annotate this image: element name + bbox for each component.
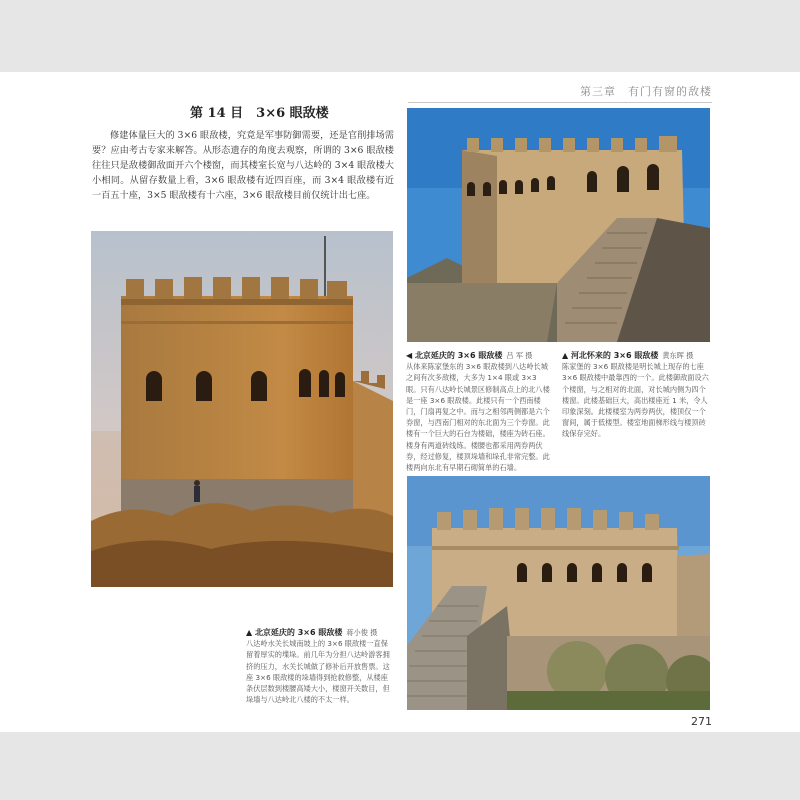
caption-middle: [406, 350, 552, 473]
caption-left-title: ▲ 北京延庆的 3×6 眼敌楼 蒋小俊 摄: [246, 628, 378, 637]
book-page: [0, 72, 800, 732]
section-title: 第 14 目 3×6 眼敌楼: [190, 106, 329, 121]
page-number: 271: [691, 715, 712, 728]
running-header: 第三章 有门有窗的敌楼: [580, 85, 712, 98]
caption-left: [246, 627, 394, 705]
caption-right: [562, 350, 710, 440]
photo-right-bottom-watchtower: [407, 476, 710, 710]
caption-middle-title: ◀ 北京延庆的 3×6 眼敌楼 吕 军 摄: [406, 351, 533, 360]
caption-right-author: 黄东晖 摄: [662, 351, 694, 360]
photo-right-top-watchtower: [407, 108, 710, 342]
caption-middle-text: 从体来陈家堡东的 3×6 眼敌楼到八达岭长城之间有次多敌楼，大多为 1×4 眼或 3×3 眼。只有八达岭长城景区修制高点上的北八楼是一座 3×6 眼敌楼。此楼只有一个西南楼门，门扇再复之中。而与之相邻两侧都是六个券窗，与西南门相对的东北面为三个券窗。此楼有一个巨大的石台为楼础，楼座为砖石座。楼身有两道砖线练。楼腰也都采用两券两伏券，经过修复，楼顶垛墙和垛孔非常完整。此楼两向东北有早期石砌简单的石墙。: [406, 362, 550, 473]
header-rule: [408, 102, 712, 103]
caption-left-text: 八达岭水关长城南坡上的 3×6 眼敌楼一直保留着厚实的堞垛。前几年为分担八达岭游客拥挤的压力，水关长城做了修补后开放售票。这座 3×6 眼敌楼的垛墙得到抢救修整，从楼座条伏层数到楼腰高矮大小，楼窗开关数目，但垛墙与八达岭北八楼的不太一样。: [246, 639, 390, 705]
caption-middle-author: 吕 军 摄: [506, 351, 533, 360]
caption-right-text: 陈家堡的 3×6 眼敌楼是明长城上现存的七座 3×6 眼敌楼中最靠西的一个。此楼御敌面设六个楼窗，与之相对的北面，对长城内侧为四个楼窗。此楼基础巨大，高出楼座近 1 米，令人印象深刻。此楼楼室为两券两伏，楼顶仅一个窗间，属于低楼型。楼室地面梯形线与楼顶砖线保存完好。: [562, 362, 709, 439]
photo-left-watchtower: [91, 231, 393, 587]
caption-left-author: 蒋小俊 摄: [346, 628, 378, 637]
caption-right-title: ▲ 河北怀来的 3×6 眼敌楼 黄东晖 摄: [562, 351, 694, 360]
body-paragraph: 修建体量巨大的 3×6 眼敌楼，究竟是军事防御需要，还是官削排场需要？应由考古专家来解答。从形态遗存的角度去观察，所谓的 3×6 眼敌楼往往只是敌楼御敌面开六个楼窗，而其楼室长宽与八达岭的 3×4 眼敌楼大小相同。从留存数量上看，3×6 眼敌楼有近四百座，而 3×4 眼敌楼有近一百五十座，3×5 眼敌楼有十六座，3×6 眼敌楼目前仅统计出七座。: [92, 130, 394, 201]
